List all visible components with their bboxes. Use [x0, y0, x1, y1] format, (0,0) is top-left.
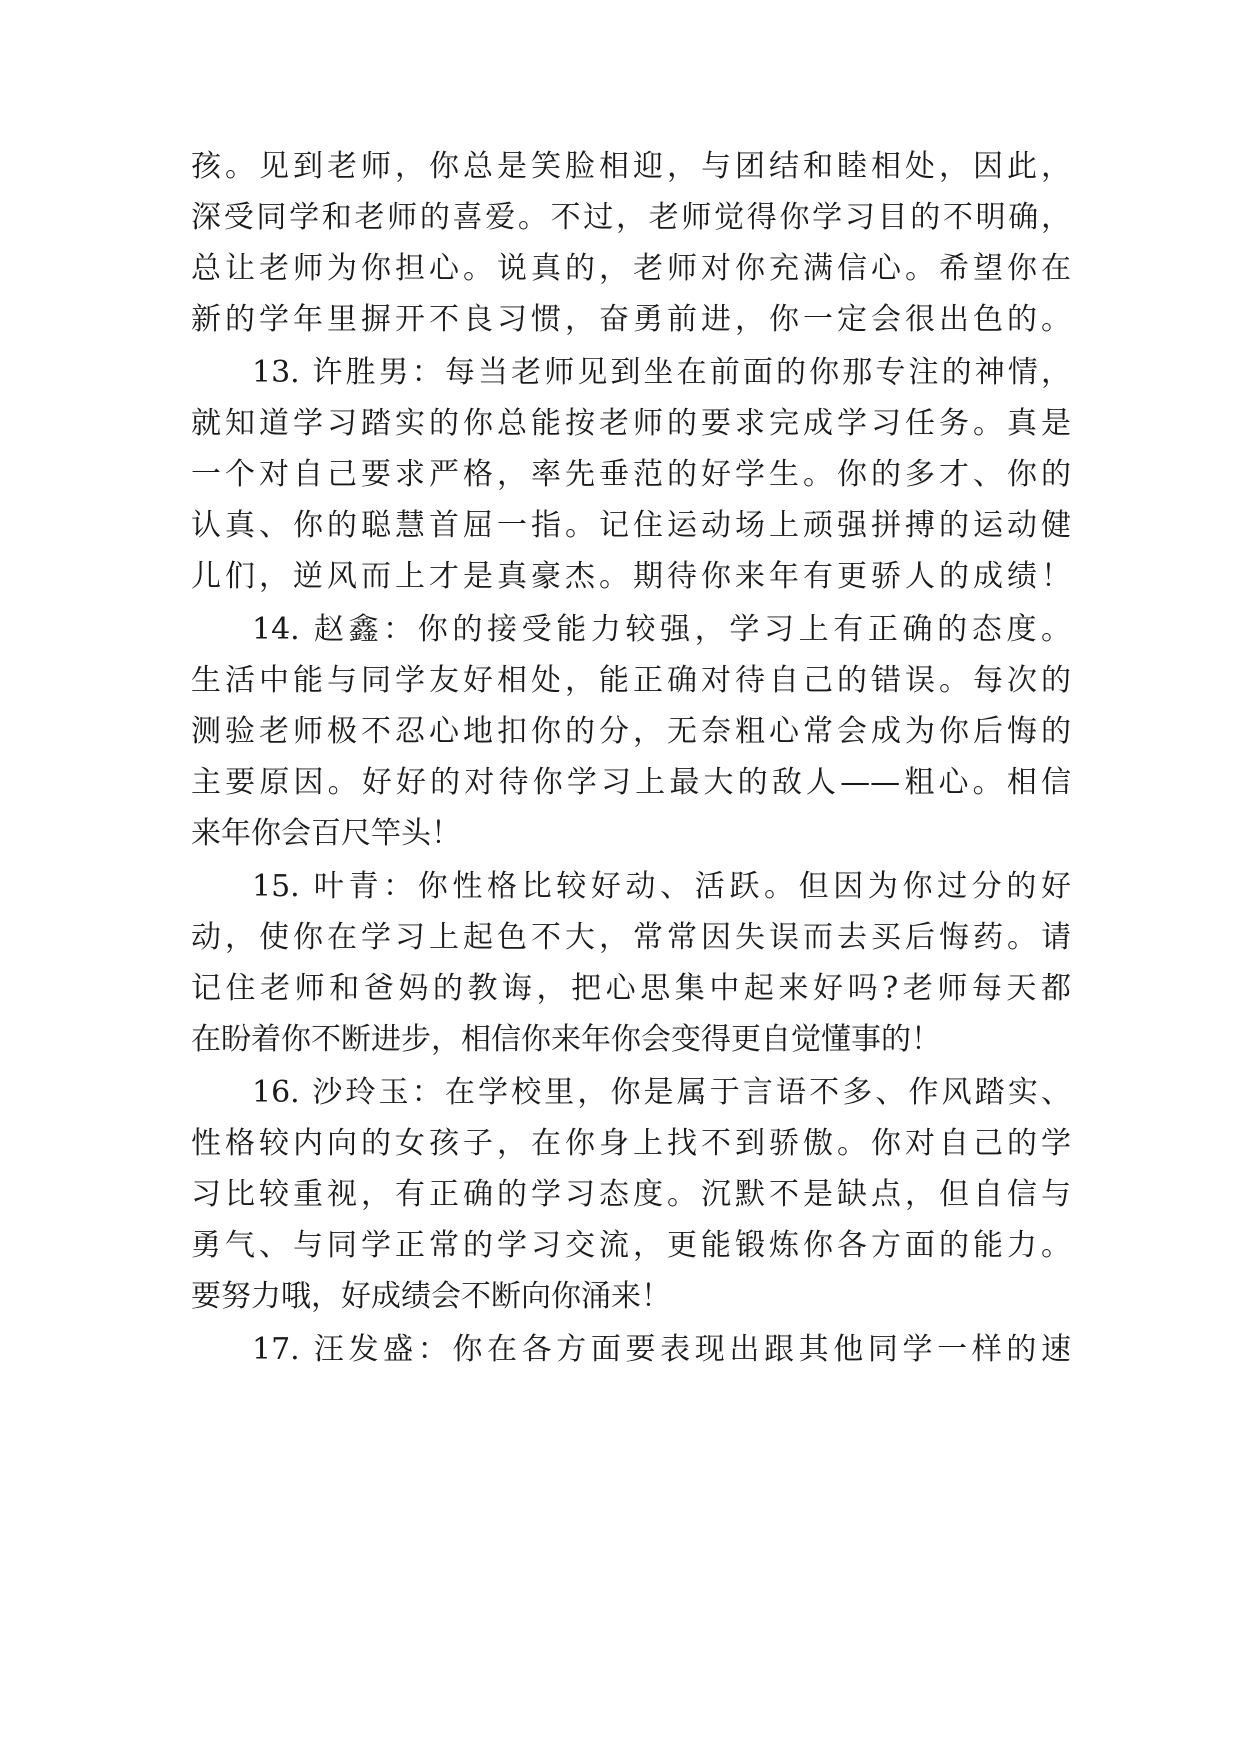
paragraph-first-line: 15. 叶青：你性格比较好动、活跃。但因为你过分的好 — [252, 869, 1071, 904]
paragraph-first-line: 14. 赵鑫：你的接受能力较强，学习上有正确的态度。 — [252, 612, 1071, 647]
text-line: 来年你会百尺竿头！ — [191, 816, 461, 851]
text-line: 深受同学和老师的喜爱。不过，老师觉得你学习目的不明确， — [191, 200, 1071, 235]
text-line: 认真、你的聪慧首屈一指。记住运动场上顽强拼搏的运动健 — [191, 508, 1071, 543]
paragraph-first-line: 17. 汪发盛：你在各方面要表现出跟其他同学一样的速 — [252, 1332, 1071, 1367]
text-line: 动，使你在学习上起色不大，常常因失误而去买后悔药。请 — [191, 920, 1071, 955]
text-line: 新的学年里摒开不良习惯，奋勇前进，你一定会很出色的。 — [191, 302, 1071, 337]
text-line: 性格较内向的女孩子，在你身上找不到骄傲。你对自己的学 — [191, 1126, 1071, 1161]
text-line: 孩。见到老师，你总是笑脸相迎，与团结和睦相处，因此， — [191, 149, 1071, 184]
paragraph-first-line: 13. 许胜男：每当老师见到坐在前面的你那专注的神情， — [252, 355, 1071, 390]
text-line: 就知道学习踏实的你总能按老师的要求完成学习任务。真是 — [191, 406, 1071, 441]
text-line: 习比较重视，有正确的学习态度。沉默不是缺点，但自信与 — [191, 1177, 1071, 1212]
text-line: 记住老师和爸妈的教诲，把心思集中起来好吗?老师每天都 — [191, 971, 1071, 1006]
text-line: 总让老师为你担心。说真的，老师对你充满信心。希望你在 — [191, 251, 1071, 286]
text-line: 在盼着你不断进步，相信你来年你会变得更自觉懂事的！ — [191, 1022, 941, 1057]
text-line: 生活中能与同学友好相处，能正确对待自己的错误。每次的 — [191, 663, 1071, 698]
text-line: 要努力哦，好成绩会不断向你涌来！ — [191, 1279, 671, 1314]
text-line: 勇气、与同学正常的学习交流，更能锻炼你各方面的能力。 — [191, 1228, 1071, 1263]
text-line: 一个对自己要求严格，率先垂范的好学生。你的多才、你的 — [191, 457, 1071, 492]
text-line: 主要原因。好好的对待你学习上最大的敌人——粗心。相信 — [191, 765, 1071, 800]
text-line: 儿们，逆风而上才是真豪杰。期待你来年有更骄人的成绩！ — [191, 559, 1071, 594]
paragraph-first-line: 16. 沙玲玉：在学校里，你是属于言语不多、作风踏实、 — [252, 1075, 1071, 1110]
text-line: 测验老师极不忍心地扣你的分，无奈粗心常会成为你后悔的 — [191, 714, 1071, 749]
